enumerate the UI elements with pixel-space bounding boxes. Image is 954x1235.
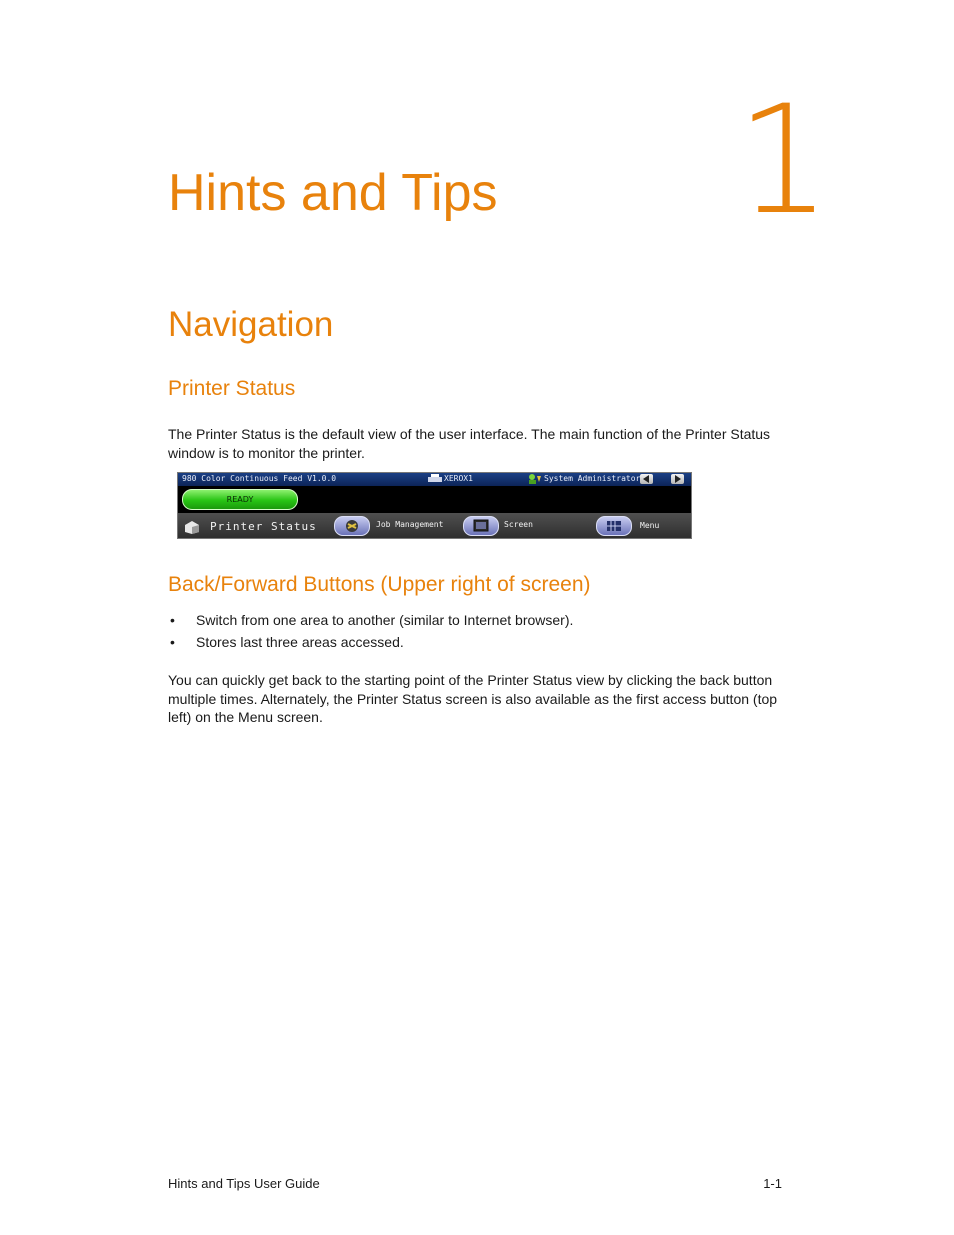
forward-button[interactable]	[671, 474, 684, 484]
menu-button[interactable]	[596, 516, 632, 536]
printer-status-icon	[184, 519, 200, 538]
menu-label[interactable]: Menu	[640, 521, 660, 530]
screen-label[interactable]: Screen	[504, 520, 533, 529]
footer-page-number: 1-1	[763, 1176, 782, 1191]
ui-printer-name: XEROX1	[444, 474, 473, 483]
ui-bottom-bar	[178, 513, 691, 539]
printer-status-tab[interactable]: Printer Status	[210, 520, 317, 533]
status-badge-ready: READY	[182, 489, 298, 510]
job-management-button[interactable]	[334, 516, 370, 536]
printer-icon	[428, 474, 442, 484]
chapter-number: 1	[736, 74, 832, 248]
footer-guide-title: Hints and Tips User Guide	[168, 1176, 320, 1191]
job-management-label[interactable]: Job Management	[376, 520, 444, 529]
ui-product-name: 980 Color Continuous Feed V1.0.0	[182, 474, 337, 483]
screen-button[interactable]	[463, 516, 499, 536]
list-item: • Stores last three areas accessed.	[168, 633, 573, 655]
menu-grid-icon	[606, 519, 622, 533]
ui-user-name: System Administrator	[544, 474, 641, 483]
chapter-title: Hints and Tips	[168, 164, 498, 222]
printer-status-screenshot	[177, 472, 692, 539]
screen-icon	[473, 519, 489, 533]
section-title: Navigation	[168, 305, 334, 344]
back-forward-paragraph: You can quickly get back to the starting point of the Printer Status view by clicking the back button multiple times. Alternately, the Printer Status screen is also available as the first access button (top left) on the Menu screen.	[168, 672, 778, 725]
user-icon	[528, 474, 542, 486]
printer-status-heading: Printer Status	[168, 377, 296, 400]
back-button[interactable]	[640, 474, 653, 484]
printer-status-paragraph: The Printer Status is the default view of the user interface. The main function of the Printer Status window is to monitor the printer.	[168, 426, 771, 461]
job-management-icon	[344, 519, 360, 533]
back-forward-bullet-list	[168, 611, 573, 655]
back-forward-heading: Back/Forward Buttons (Upper right of screen)	[168, 573, 591, 596]
ui-title-bar	[178, 473, 691, 486]
list-item: • Switch from one area to another (similar to Internet browser).	[168, 611, 573, 633]
